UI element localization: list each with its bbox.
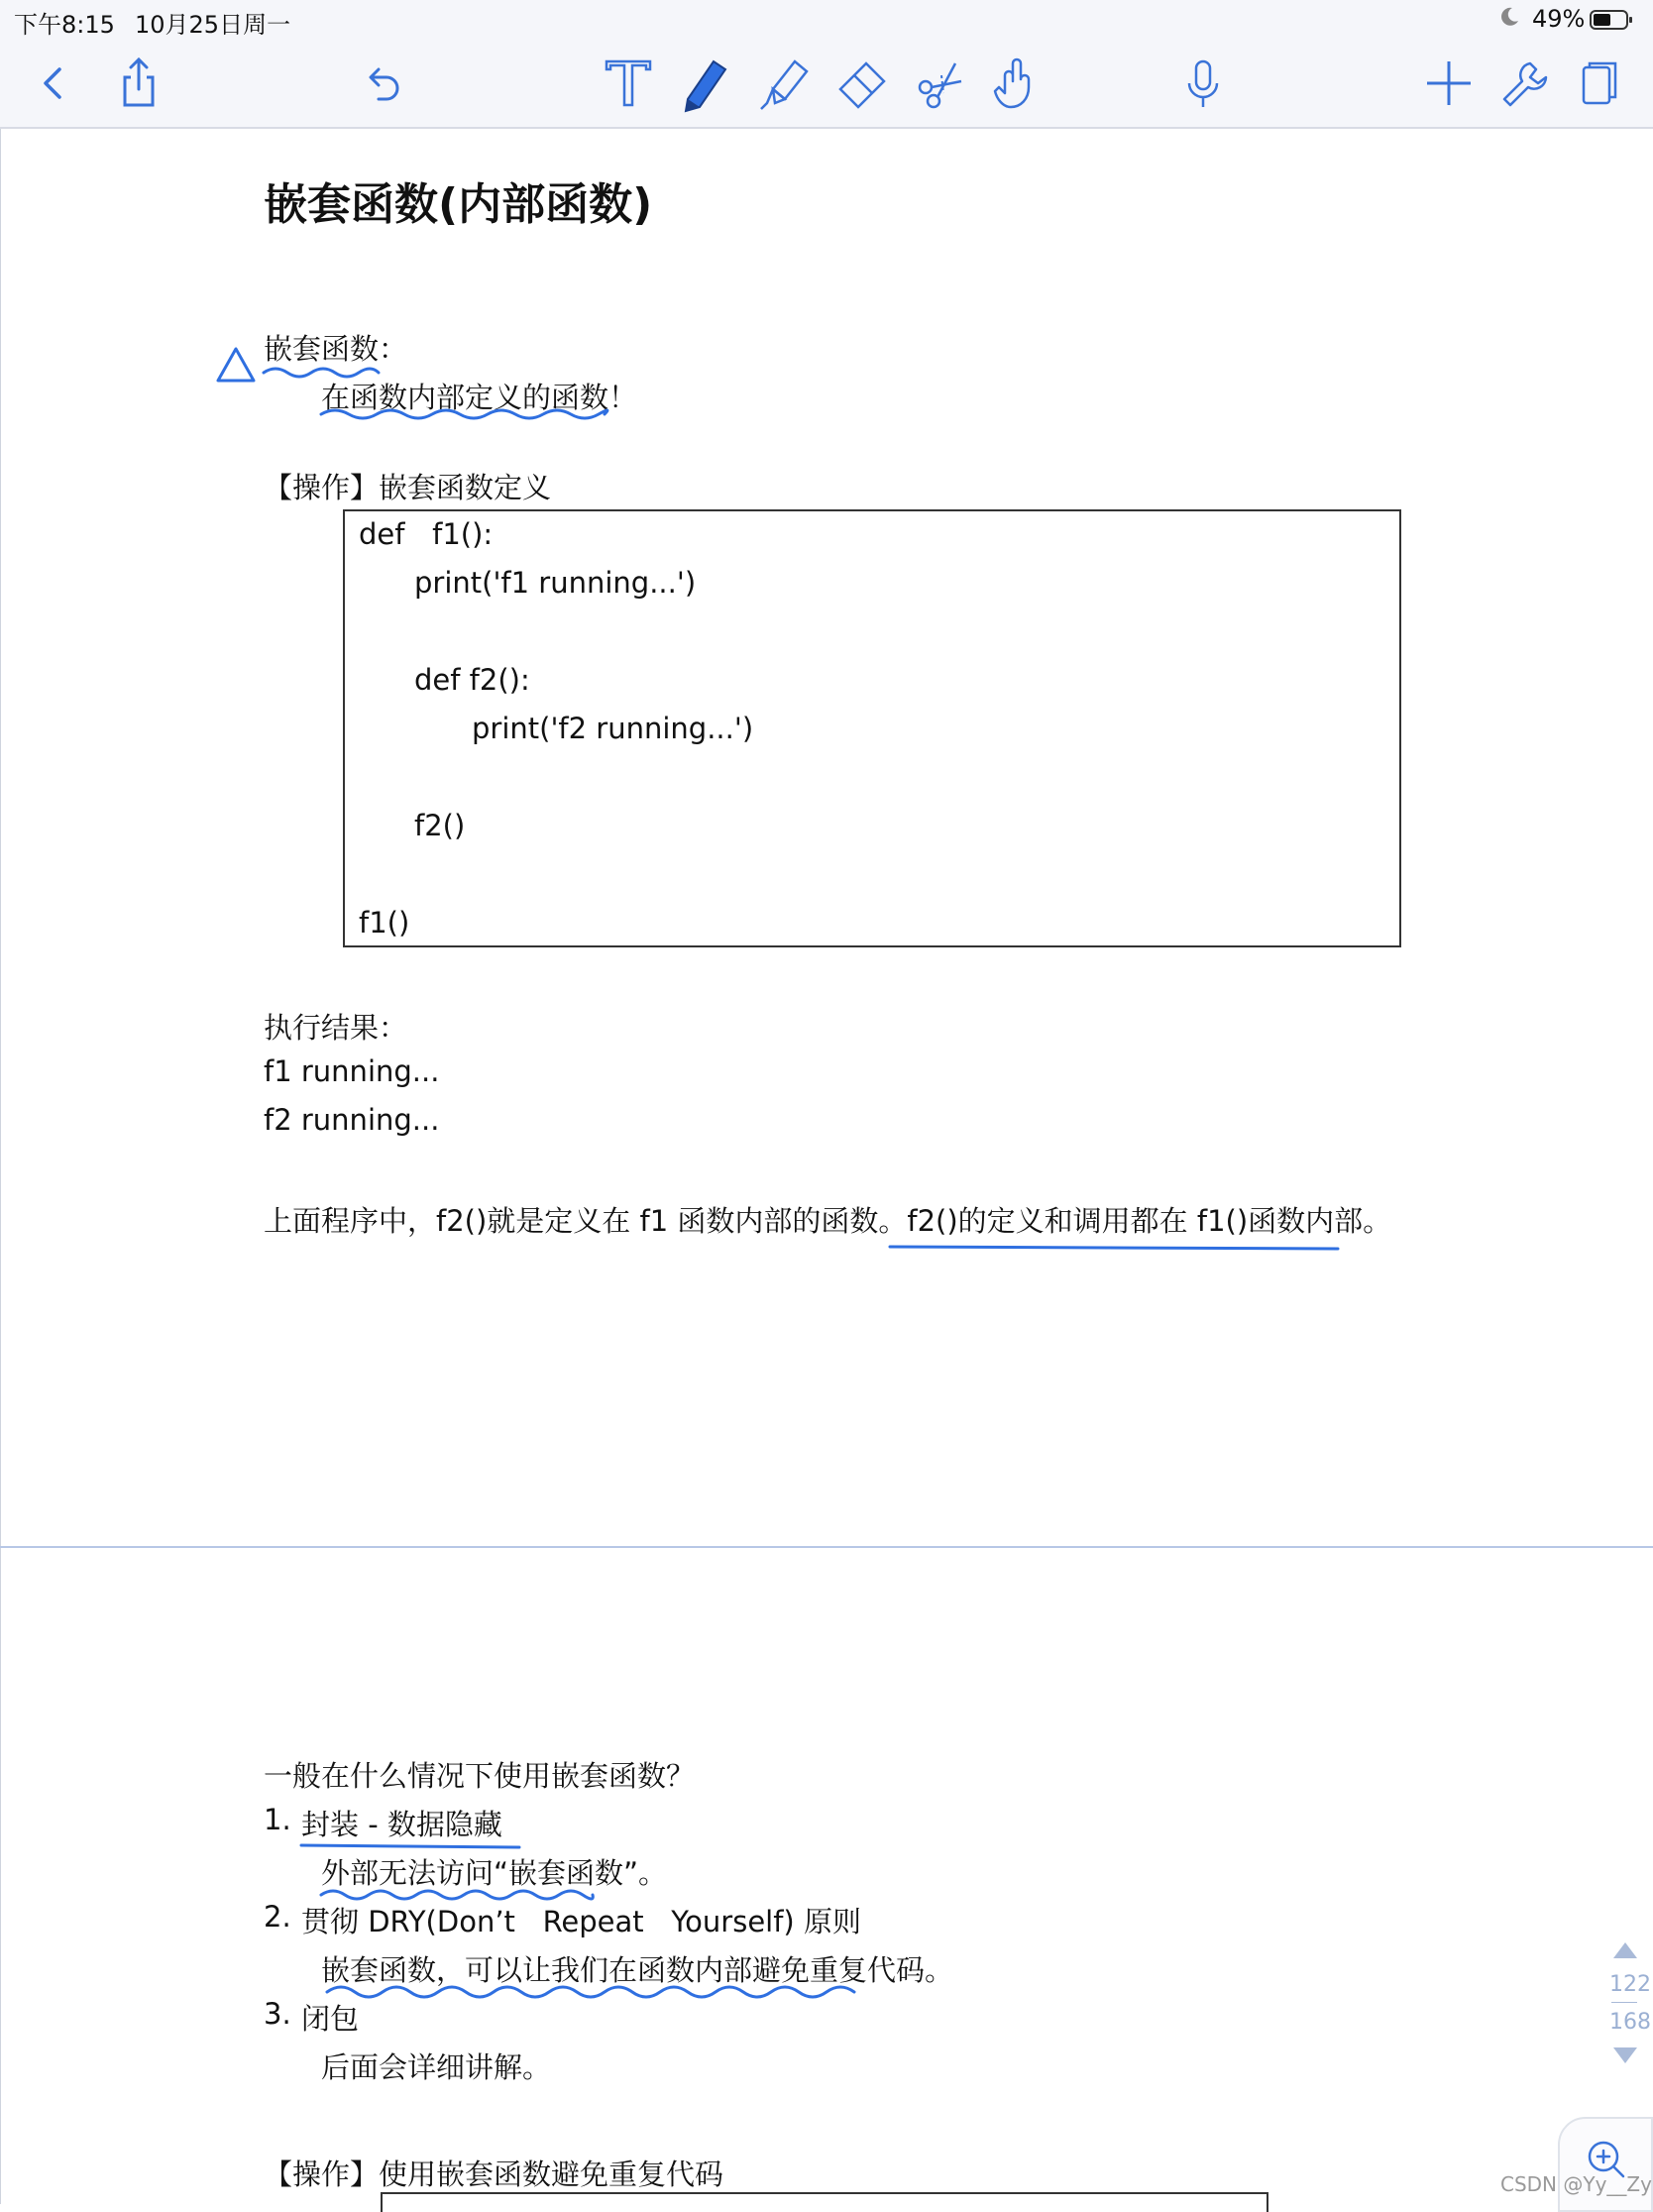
toolbar bbox=[0, 44, 1653, 129]
page-fraction-bar bbox=[1611, 2002, 1637, 2003]
status-date: 10月25日周一 bbox=[135, 11, 291, 39]
explanation-part-a: 上面程序中，f2()就是定义在 f1 函数内部的函数。 bbox=[264, 1204, 908, 1238]
question-text: 一般在什么情况下使用嵌套函数？ bbox=[264, 1759, 696, 1793]
battery-icon bbox=[1590, 9, 1633, 31]
definition-label: 嵌套函数： bbox=[264, 332, 408, 366]
list-item-detail: 后面会详细讲解。 bbox=[321, 2050, 552, 2084]
code-line: f2() bbox=[414, 809, 466, 842]
microphone-icon[interactable] bbox=[1173, 54, 1233, 113]
status-time: 下午8:15 bbox=[14, 11, 115, 39]
code-line: f1() bbox=[359, 906, 410, 940]
page-navigator bbox=[1599, 1933, 1653, 2081]
battery-percent: 49% bbox=[1532, 5, 1586, 33]
text-tool-icon[interactable] bbox=[599, 54, 658, 113]
list-item-number: 3. bbox=[264, 1997, 291, 2031]
list-item-heading: 闭包 bbox=[301, 2002, 360, 2036]
page-title: 嵌套函数(内部函数) bbox=[264, 179, 653, 230]
eraser-icon[interactable] bbox=[832, 54, 892, 113]
undo-icon[interactable] bbox=[353, 54, 412, 113]
list-item-heading: 封装 - 数据隐藏 bbox=[301, 1808, 502, 1841]
pages-icon[interactable] bbox=[1570, 54, 1629, 113]
list-item-detail: 嵌套函数，可以让我们在函数内部避免重复代码。 bbox=[321, 1953, 954, 1987]
wrench-icon[interactable] bbox=[1494, 54, 1554, 113]
zoom-button[interactable] bbox=[1558, 2117, 1653, 2212]
back-icon[interactable] bbox=[24, 54, 83, 113]
lasso-scissors-icon[interactable] bbox=[912, 54, 971, 113]
result-line: f1 running... bbox=[264, 1054, 440, 1088]
hand-pointer-icon[interactable] bbox=[987, 54, 1047, 113]
share-icon[interactable] bbox=[109, 54, 168, 113]
list-item-heading: 贯彻 DRY(Don’t Repeat Yourself) 原则 bbox=[301, 1905, 861, 1938]
do-not-disturb-icon bbox=[1498, 6, 1520, 34]
current-page: 122 bbox=[1609, 1972, 1651, 1997]
code-line: print('f2 running...') bbox=[472, 712, 754, 745]
watermark: CSDN @Yy__Zy bbox=[1500, 2172, 1652, 2196]
code-line: def f1(): bbox=[359, 517, 494, 551]
operation-label-2: 【操作】使用嵌套函数避免重复代码 bbox=[264, 2157, 724, 2191]
result-line: f2 running... bbox=[264, 1103, 440, 1137]
status-bar bbox=[0, 0, 1653, 44]
result-label: 执行结果： bbox=[264, 1011, 408, 1045]
code-block-2 bbox=[381, 2192, 1268, 2212]
list-item-number: 1. bbox=[264, 1803, 291, 1836]
explanation-part-b: f2()的定义和调用都在 f1()函数内部。 bbox=[907, 1204, 1392, 1238]
page-divider bbox=[0, 1546, 1653, 1548]
highlighter-icon[interactable] bbox=[753, 54, 813, 113]
explanation-text bbox=[264, 1199, 1391, 1240]
list-item-detail: 外部无法访问“嵌套函数”。 bbox=[321, 1856, 668, 1890]
pen-tool-icon[interactable] bbox=[674, 54, 733, 113]
total-pages: 168 bbox=[1609, 2010, 1651, 2035]
add-icon[interactable] bbox=[1419, 54, 1479, 113]
document-canvas[interactable] bbox=[0, 129, 1653, 2204]
page-down-icon[interactable] bbox=[1611, 2046, 1639, 2071]
code-line: print('f1 running...') bbox=[414, 566, 697, 600]
page-edge bbox=[0, 129, 1, 2204]
page-up-icon[interactable] bbox=[1611, 1940, 1639, 1966]
list-item-number: 2. bbox=[264, 1900, 291, 1934]
operation-label: 【操作】嵌套函数定义 bbox=[264, 471, 552, 504]
code-line: def f2(): bbox=[414, 663, 530, 697]
definition-text: 在函数内部定义的函数！ bbox=[321, 381, 638, 414]
